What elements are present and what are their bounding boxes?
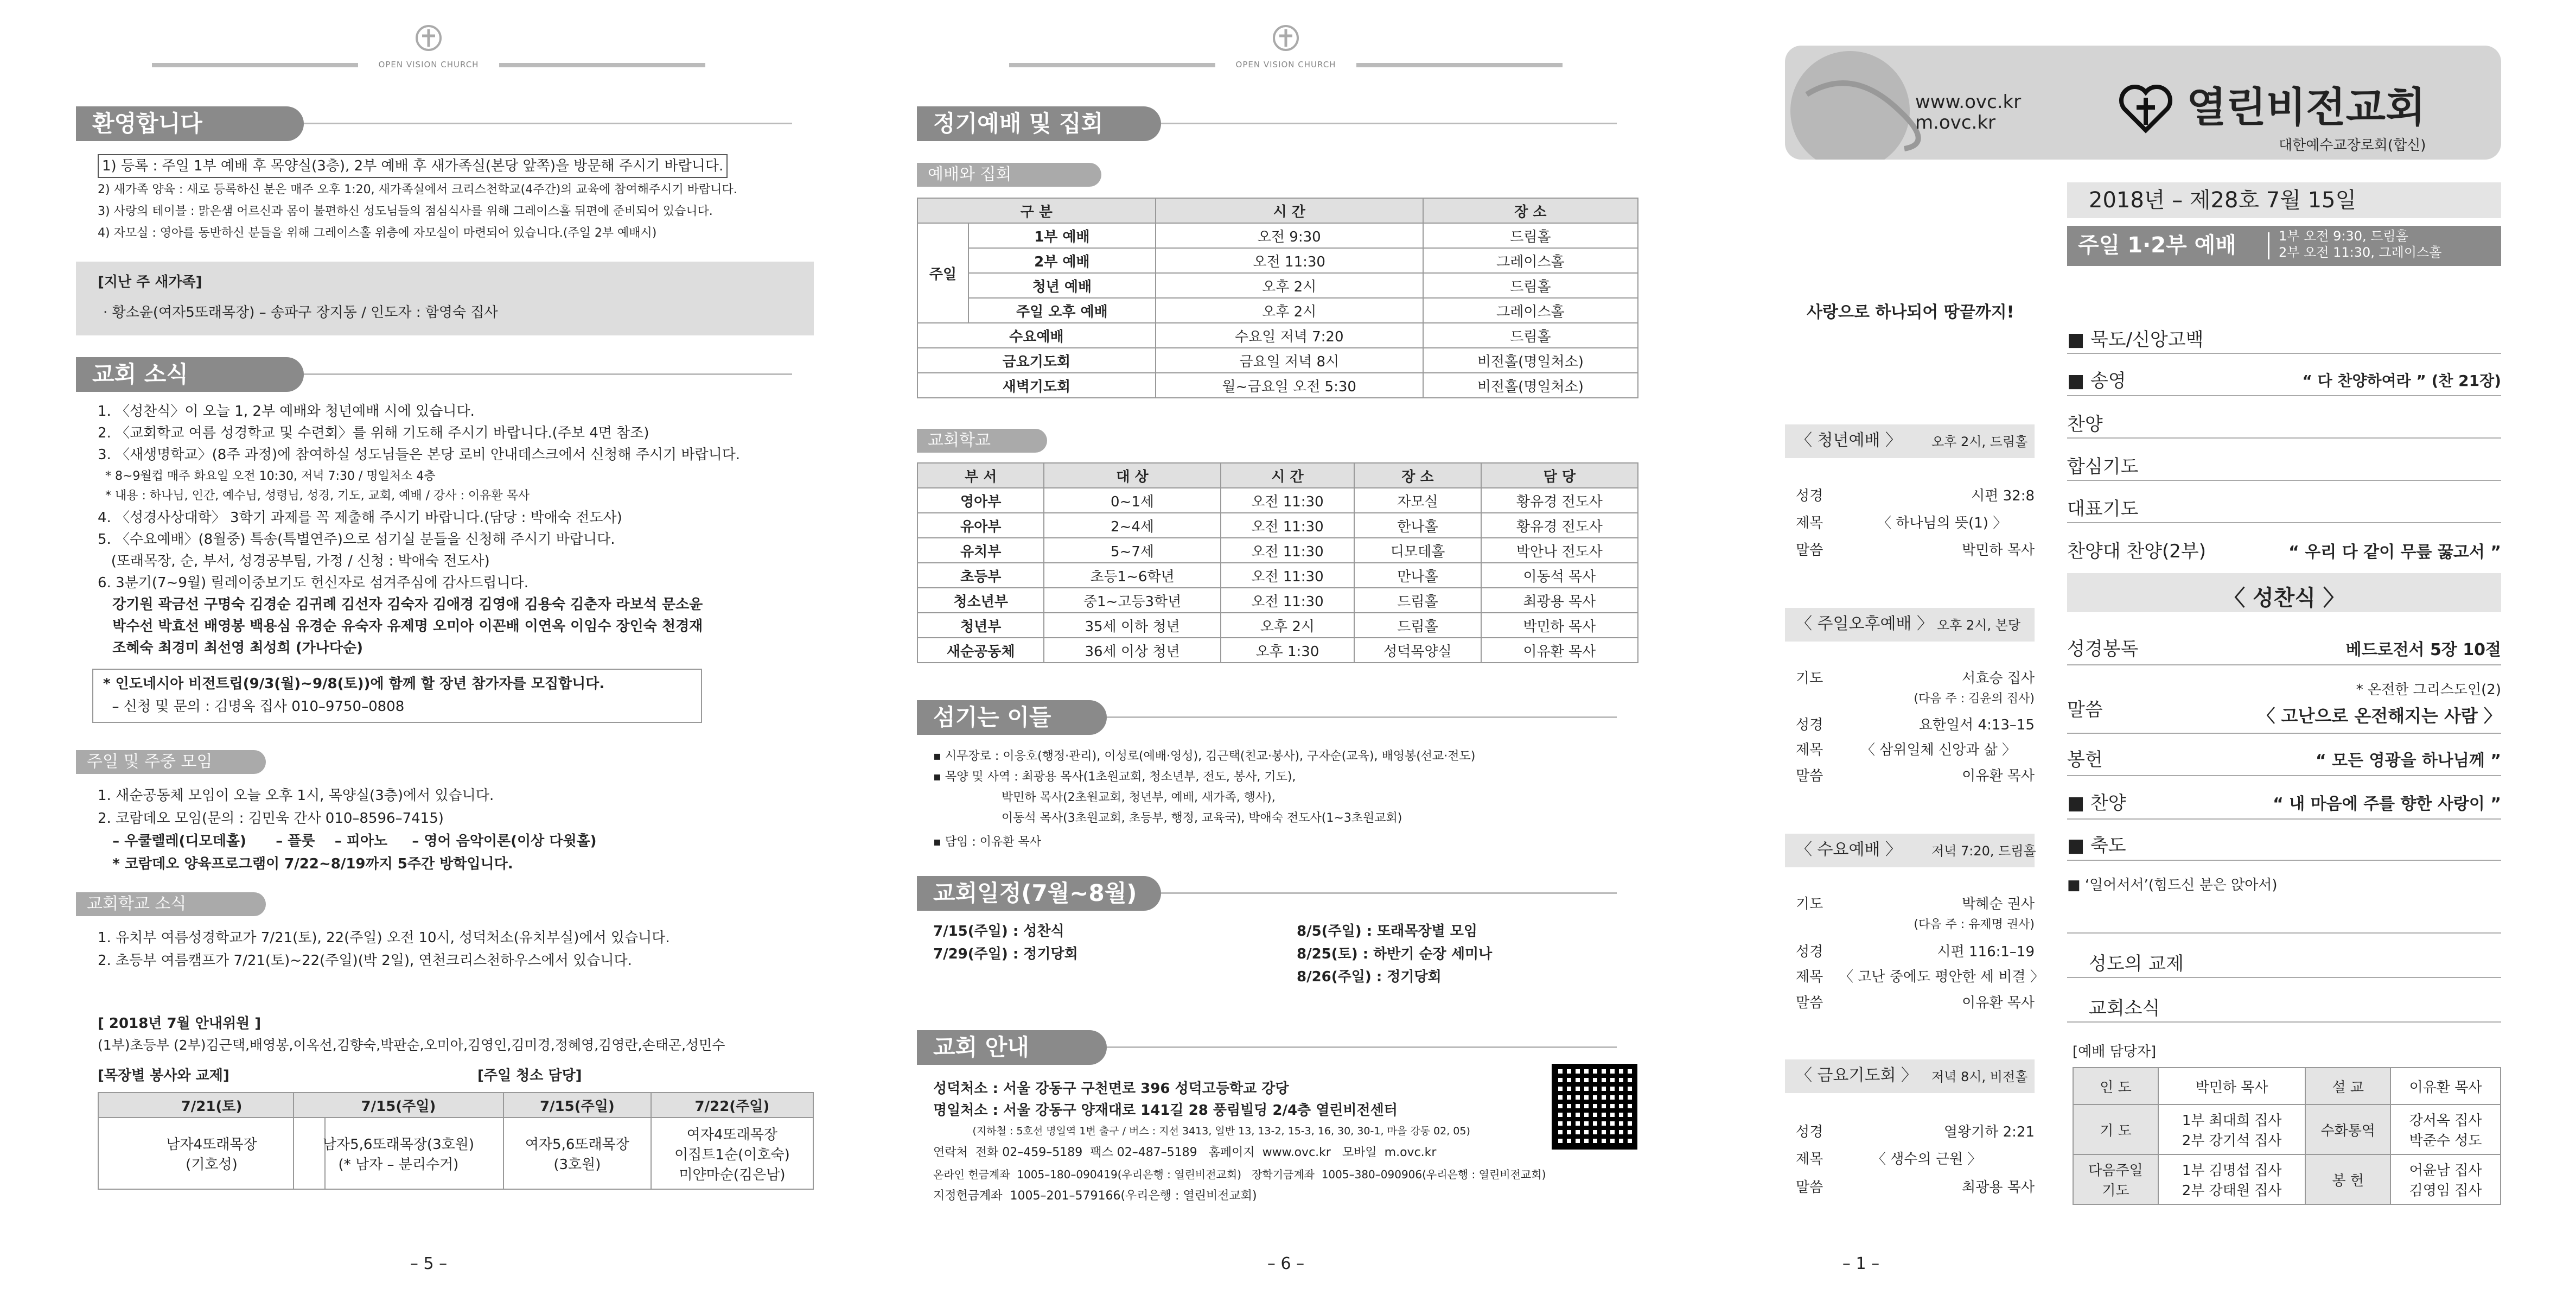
value: 〈 하나님의 뜻(1) 〉 [1877,515,2007,531]
label: 말씀 [1796,768,1823,784]
table-cell: 오전 9:30 [1156,223,1423,248]
table-cell [503,1118,651,1189]
news-line: * 내용 : 하나님, 인간, 예수님, 성령님, 성경, 기도, 교회, 예배 / 강사 : 이유환 목사 [98,489,530,503]
service-time: 1부 오전 9:30, 드림홀 [2279,228,2408,244]
church-logo-icon [2116,81,2176,136]
duty-title: [예배 담당자] [2073,1044,2157,1060]
cell-line: (기호성) [186,1157,238,1173]
order-item: ■ 축도 [2067,835,2126,856]
notice-line: – 신청 및 문의 : 김명옥 집사 010–9750–0808 [103,699,405,715]
guide-line: 성덕처소 : 서울 강동구 구천면로 396 성덕고등학교 강당 [933,1081,1289,1097]
table-cell: 오전 11:30 [1221,563,1355,588]
table-cell: 금요기도회 [917,348,1156,373]
value: 박민하 목사 [1962,542,2035,558]
table-cell: 청소년부 [917,588,1044,613]
sermon-series: * 온전한 그리스도인(2) [2356,682,2501,698]
table-cell: 황유경 전도사 [1481,488,1638,513]
value: 이유환 목사 [1962,995,2035,1011]
table-header: 대 상 [1044,463,1220,488]
order-item: ■ 찬양 [2067,792,2126,814]
school-news-title: 교회학교 소식 [76,892,266,916]
cell-line: 이집트1순(이호숙) [674,1146,790,1163]
guide-title: 교회 안내 [917,1030,1107,1065]
table-header: 7/21(토) [98,1093,325,1118]
value: 〈 생수의 근원 〉 [1872,1151,1982,1167]
slogan: 사랑으로 하나되어 땅끝까지! [1807,303,2014,322]
table-cell: 수화통역 [2305,1104,2390,1154]
order-value: “ 내 마음에 주를 향한 사랑이 ” [2273,795,2501,814]
church-logo-icon [1253,22,1318,54]
label: 제목 [1796,515,1823,531]
schedule-item: 7/15(주일) : 성찬식 [933,923,1064,939]
divider [2067,480,2501,481]
church-name: 열린비전교회 [2186,83,2426,131]
youth-time: 오후 2시, 드림홀 [1931,434,2028,449]
table-cell: 1부 예배 [968,223,1156,248]
cell-line: 여자4또래목장 [686,1126,778,1143]
table-cell: 드림홀 [1354,588,1481,613]
cell-line: (* 남자 – 분리수거) [338,1157,459,1173]
communion-title: 〈 성찬식 〉 [2223,586,2345,611]
schedule-item: 8/25(토) : 하반기 순장 세미나 [1297,946,1493,962]
servers-line: ▪ 시무장로 : 이응호(행정·관리), 이성로(예배·영성), 김근택(친교·봉사), 구자순(교육), 배영봉(선교·전도) [933,750,1476,763]
table-cell: 봉 헌 [2305,1154,2390,1204]
page-number: – 1 – [1842,1254,1880,1273]
table-cell: 최광용 목사 [1481,588,1638,613]
guide-line: (지하철 : 5호선 명일역 1번 출구 / 버스 : 지선 3413, 일반 13, 13-2, 15-3, 16, 30, 30-1, 마을 강동 02, 05) [933,1125,1470,1137]
worship-table [917,198,1638,398]
news-line: 2. 〈교회학교 여름 성경학교 및 수련회〉를 위해 기도해 주시기 바랍니다.(주보 4면 참조) [98,425,649,441]
table-cell: 만나홀 [1354,563,1481,588]
table-header: 7/15(주일) [503,1093,651,1118]
notice-line: * 인도네시아 비전트립(9/3(월)~9/8(토))에 함께 할 장년 참가자를 모집합니다. [103,676,605,692]
table-cell: 강서옥 집사 박준수 성도 [2390,1104,2501,1154]
schedule-item: 8/5(주일) : 또래목장별 모임 [1297,923,1478,939]
order-item: 말씀 [2067,699,2103,721]
table-cell: 중1~고등3학년 [1044,588,1220,613]
divider [2067,437,2501,439]
table-cell: 디모데홀 [1354,538,1481,563]
table-cell: 한나홀 [1354,513,1481,538]
value: 최광용 목사 [1962,1179,2035,1196]
table-cell [294,1118,503,1189]
table-header: 구 분 [917,198,1156,223]
issue-date: 2018년 – 제28호 7월 15일 [2089,188,2357,213]
welcome-line: 1) 등록 : 주일 1부 예배 후 목양실(3층), 2부 예배 후 새가족실(본당 앞쪽)을 방문해 주시기 바랍니다. [98,154,728,178]
value: 시편 32:8 [1971,488,2035,504]
order-item: 성경봉독 [2067,638,2139,660]
order-item: 합심기도 [2067,456,2139,478]
cell-line: (3호원) [553,1157,601,1173]
school-subtitle: 교회학교 [917,429,1047,453]
label: 성경 [1796,488,1823,504]
table-cell: 유치부 [917,538,1044,563]
table-cell: 오전 11:30 [1156,248,1423,273]
table-cell: 오전 11:30 [1221,513,1355,538]
guide-line: 지정헌금계좌 1005–201–579166(우리은행 : 열린비전교회) [933,1189,1257,1203]
table-cell: 오전 11:30 [1221,538,1355,563]
welcome-line: 4) 자모실 : 영아를 동반하신 분들을 위해 그레이스홀 위층에 자모실이 마련되어 있습니다.(주일 2부 예배시) [98,226,657,240]
table-cell: 주일 오후 예배 [968,298,1156,323]
table-header: 7/22(주일) [651,1093,813,1118]
table-cell: 비전홀(명일처소) [1423,348,1638,373]
table-cell: 영아부 [917,488,1044,513]
label: 말씀 [1796,1179,1823,1196]
order-item: 성도의 교제 [2089,953,2184,975]
value: 이유환 목사 [1962,768,2035,784]
schedule-title: 교회일정(7월~8월) [917,876,1161,911]
table-header: 담 당 [1481,463,1638,488]
page-6 [857,0,1714,1295]
value: (다음 주 : 김윤의 집사) [1914,692,2035,706]
divider [2067,977,2501,978]
label: 제목 [1796,969,1823,985]
guide-line: 온라인 헌금계좌 1005–180–090419(우리은행 : 열린비전교회) 장학기금계좌 1005–380–090906(우리은행 : 열린비전교회) [933,1168,1546,1181]
worship-duty-table [2073,1067,2501,1205]
table-cell: 0~1세 [1044,488,1220,513]
qr-code-icon[interactable] [1552,1064,1637,1150]
welcome-title: 환영합니다 [76,106,304,141]
guide-line: 명일처소 : 서울 강동구 양재대로 141길 28 풍림빌딩 2/4층 열린비전센터 [933,1102,1398,1119]
order-item: 교회소식 [2089,998,2160,1019]
order-item: 찬양대 찬양(2부) [2067,541,2207,562]
divider [2268,232,2269,259]
table-cell: 초등부 [917,563,1044,588]
label: 성경 [1796,717,1823,733]
cleaning-table [293,1092,814,1190]
order-item: 봉헌 [2067,749,2103,771]
divider [2067,522,2501,523]
sermon-title: 〈 고난으로 온전해지는 사람 〉 [2258,706,2501,726]
website-url[interactable]: www.ovc.kr [1915,91,2022,113]
order-value: 베드로전서 5장 10절 [2345,640,2501,659]
guide-line: 연락처 전화 02–459–5189 팩스 02–487–5189 홈페이지 www.ovc.kr 모바일 m.ovc.kr [933,1146,1437,1159]
small-group-title: 주일 및 주중 모임 [76,750,266,774]
news-line: 5. 〈수요예배〉(8월중) 특송(특별연주)으로 섬기실 분들을 신청해 주시기 바랍니다. [98,531,615,548]
schedule-item: 8/26(주일) : 정기당회 [1297,969,1442,985]
table-cell: 이동석 목사 [1481,563,1638,588]
table-cell: 청년부 [917,613,1044,638]
service-title: 주일 1·2부 예배 [2078,233,2236,258]
cell-line: 여자5,6또래목장 [525,1137,629,1153]
table-cell: 수요일 저녁 7:20 [1156,323,1423,348]
church-name-bar: OPEN VISION CHURCH [1009,60,1563,69]
table-cell: 오전 11:30 [1221,488,1355,513]
value: 박혜순 권사 [1962,896,2035,912]
order-item: ■ 송영 [2067,370,2126,392]
table-cell: 비전홀(명일처소) [1423,373,1638,398]
table-cell: 2부 예배 [968,248,1156,273]
divider [2067,733,2501,734]
page-5 [0,0,857,1295]
school-news-line: 1. 유치부 여름성경학교가 7/21(토), 22(주일) 오전 10시, 성덕처소(유치부실)에서 있습니다. [98,930,670,946]
table-cell: 초등1~6학년 [1044,563,1220,588]
cell-line: 남자4또래목장 [166,1137,257,1153]
welcome-line: 3) 사랑의 테이블 : 맑은샘 어르신과 몸이 불편하신 성도님들의 점심식사를 위해 그레이스홀 뒤편에 준비되어 있습니다. [98,205,713,218]
order-value: “ 모든 영광을 하나님께 ” [2315,751,2501,770]
label: 기도 [1796,670,1823,687]
church-logo-icon [396,22,461,54]
table-cell: 오전 11:30 [1221,588,1355,613]
divider [2067,1021,2501,1023]
table-cell: 금요일 저녁 8시 [1156,348,1423,373]
table-header: 부 서 [917,463,1044,488]
prayer-names: 박수선 박효선 배영봉 백용심 유경순 유숙자 유제명 오미아 이꼰배 이연옥 이임수 장인숙 천경재 [98,618,703,634]
cell-line: 남자5,6또래목장(3호원) [322,1137,474,1153]
table-cell [651,1118,813,1189]
servers-line: 박민하 목사(2초원교회, 청년부, 예배, 새가족, 행사), [933,791,1276,804]
new-family-title: [지난 주 새가족] [98,274,202,290]
news-line: 6. 3분기(7~9월) 릴레이중보기도 헌신자로 섬겨주심에 감사드립니다. [98,575,528,591]
table-cell: 월~금요일 오전 5:30 [1156,373,1423,398]
table-cell: 주일 [917,223,968,323]
divider [2067,932,2501,934]
page-number: – 6 – [1267,1254,1305,1273]
table-cell: 자모실 [1354,488,1481,513]
fellowship-table [98,1092,326,1190]
divider [2067,860,2501,861]
label: 말씀 [1796,542,1823,558]
duty1-title: [목장별 봉사와 교제] [98,1068,229,1084]
table-cell: 어윤남 집사 김영임 집사 [2390,1154,2501,1204]
label: 제목 [1796,1151,1823,1167]
order-value: “ 다 찬양하여라 ” (찬 21장) [2302,372,2501,390]
value: 열왕기하 2:21 [1943,1124,2035,1140]
label: 말씀 [1796,995,1823,1011]
table-cell: 유아부 [917,513,1044,538]
table-cell: 1부 최대희 집사 2부 강기석 집사 [2158,1104,2305,1154]
school-table [917,462,1638,663]
duty2-title: [주일 청소 담당] [477,1068,582,1084]
table-cell: 드림홀 [1354,613,1481,638]
prayer-names: 강기원 곽금선 구명숙 김경순 김귀례 김선자 김숙자 김애경 김영애 김용숙 김춘자 라보석 문소윤 [98,596,703,613]
table-cell: 수요예배 [917,323,1156,348]
table-cell: 그레이스홀 [1423,298,1638,323]
news-line: 3. 〈새생명학교〉(8주 과정)에 참여하실 성도님들은 본당 로비 안내데스크에서 신청해 주시기 바랍니다. [98,447,741,463]
table-cell: 35세 이하 청년 [1044,613,1220,638]
table-cell: 박민하 목사 [2158,1068,2305,1104]
table-cell: 다음주일 기도 [2073,1154,2158,1204]
new-family-line: · 황소윤(여자5또래목장) – 송파구 장지동 / 인도자 : 함영숙 집사 [103,304,498,321]
value: 시편 116:1–19 [1937,944,2035,960]
table-cell: 5~7세 [1044,538,1220,563]
committee-title: [ 2018년 7월 안내위원 ] [98,1015,262,1032]
small-group-line: – 우쿨렐레(디모데홀) – 플룻 – 피아노 – 영어 음악이론(이상 다윗홀) [98,833,597,849]
table-cell: 인 도 [2073,1068,2158,1104]
youth-title: 〈 청년예배 〉 [1796,431,1902,450]
worship-subtitle: 예배와 집회 [917,163,1101,187]
small-group-line: 2. 코람데오 모임(문의 : 김민욱 간사 010–8596–7415) [98,810,444,827]
denomination: 대한예수교장로회(합신) [2279,137,2426,154]
table-cell [98,1118,325,1189]
servers-line: ▪ 목양 및 사역 : 최광용 목사(1초원교회, 청소년부, 전도, 봉사, 기도), [933,770,1296,784]
news-line: * 8~9월컵 매주 화요일 오전 10:30, 저녁 7:30 / 명일처소 4층 [98,469,436,483]
value: (다음 주 : 유제명 권사) [1914,918,2035,931]
friday-time: 저녁 8시, 비전홀 [1931,1069,2028,1084]
order-item: ■ ‘일어서서’(힘드신 분은 앉아서) [2067,877,2278,893]
table-cell: 새순공동체 [917,638,1044,663]
table-cell: 새벽기도회 [917,373,1156,398]
order-item: ■ 묵도/신앙고백 [2067,329,2204,351]
table-cell: 황유경 전도사 [1481,513,1638,538]
table-cell: 설 교 [2305,1068,2390,1104]
table-cell: 기 도 [2073,1104,2158,1154]
order-item: 대표기도 [2067,498,2139,520]
divider [2067,818,2501,820]
label: 기도 [1796,896,1823,912]
worship-title: 정기예배 및 집회 [917,106,1161,141]
mobile-url[interactable]: m.ovc.kr [1915,112,1996,134]
divider [2067,775,2501,776]
news-line: 1. 〈성찬식〉이 오늘 1, 2부 예배와 청년예배 시에 있습니다. [98,403,475,420]
news-title: 교회 소식 [76,357,304,392]
divider [2067,353,2501,354]
table-cell: 박민하 목사 [1481,613,1638,638]
label: 성경 [1796,1124,1823,1140]
table-cell: 성덕목양실 [1354,638,1481,663]
table-cell: 오후 2시 [1221,613,1355,638]
order-value: “ 우리 다 같이 무릎 꿇고서 ” [2288,543,2501,562]
committee-line: (1부)초등부 (2부)김근택,배영봉,이옥선,김향숙,박판순,오미아,김영인,김미경,정혜영,김영란,손태곤,성민수 [98,1037,725,1053]
divider [2067,395,2501,396]
prayer-names: 조혜숙 최경미 최선영 최성희 (가나다순) [98,640,363,656]
welcome-line: 2) 새가족 양육 : 새로 등록하신 분은 매주 오후 1:20, 새가족실에서 크리스천학교(4주간)의 교육에 참여해주시기 바랍니다. [98,183,737,196]
table-header: 장 소 [1423,198,1638,223]
divider [2067,664,2501,665]
table-cell: 그레이스홀 [1423,248,1638,273]
table-cell: 오후 2시 [1156,273,1423,298]
value: 〈 고난 중에도 평안한 세 비결 〉 [1839,969,2044,985]
page-number: – 5 – [410,1254,448,1273]
table-cell: 이유환 목사 [1481,638,1638,663]
table-cell: 이유환 목사 [2390,1068,2501,1104]
table-header: 시 간 [1221,463,1355,488]
afternoon-title: 〈 주일오후예배 〉 [1796,614,1933,633]
table-cell: 오후 2시 [1156,298,1423,323]
news-line: (또래목장, 순, 부서, 성경공부팀, 가정 / 신청 : 박애숙 전도사) [98,553,490,569]
table-cell: 청년 예배 [968,273,1156,298]
school-news-line: 2. 초등부 여름캠프가 7/21(토)~22(주일)(박 2일), 연천크리스천하우스에서 있습니다. [98,953,632,969]
value: 요한일서 4:13–15 [1918,717,2035,733]
table-cell: 드림홀 [1423,273,1638,298]
table-header: 시 간 [1156,198,1423,223]
page-1 [1714,0,2576,1295]
value: 서효승 집사 [1962,670,2035,687]
table-cell: 1부 김명섭 집사 2부 강태원 집사 [2158,1154,2305,1204]
table-cell: 36세 이상 청년 [1044,638,1220,663]
label: 제목 [1796,742,1823,758]
service-time: 2부 오전 11:30, 그레이스홀 [2279,245,2442,260]
small-group-line: 1. 새순공동체 모임이 오늘 오후 1시, 목양실(3층)에서 있습니다. [98,788,494,804]
friday-title: 〈 금요기도회 〉 [1796,1066,1917,1085]
order-item: 찬양 [2067,414,2103,435]
schedule-item: 7/29(주일) : 정기당회 [933,946,1078,962]
news-line: 4. 〈성경사상대학〉 3학기 과제를 꼭 제출해 주시기 바랍니다.(담당 : 박애숙 전도사) [98,510,622,526]
servers-line: 이동석 목사(3초원교회, 초등부, 행정, 교육국), 박애숙 전도사(1~3초원교회) [933,811,1402,825]
church-name-bar: OPEN VISION CHURCH [152,60,705,69]
afternoon-time: 오후 2시, 본당 [1937,618,2021,633]
table-cell: 드림홀 [1423,223,1638,248]
value: 〈 삼위일체 신앙과 삶 〉 [1861,742,2016,758]
table-cell: 박안나 전도사 [1481,538,1638,563]
wednesday-title: 〈 수요예배 〉 [1796,840,1902,859]
wednesday-time: 저녁 7:20, 드림홀 [1931,843,2036,859]
table-header: 7/15(주일) [294,1093,503,1118]
servers-title: 섬기는 이들 [917,700,1107,735]
servers-line: ▪ 담임 : 이유환 목사 [933,835,1042,849]
table-cell: 2~4세 [1044,513,1220,538]
table-cell: 드림홀 [1423,323,1638,348]
label: 성경 [1796,944,1823,960]
cell-line: 미얀마순(김은남) [679,1166,786,1183]
table-header: 장 소 [1354,463,1481,488]
small-group-line: * 코람데오 양육프로그램이 7/22~8/19까지 5주간 방학입니다. [98,856,513,872]
table-cell: 오후 1:30 [1221,638,1355,663]
